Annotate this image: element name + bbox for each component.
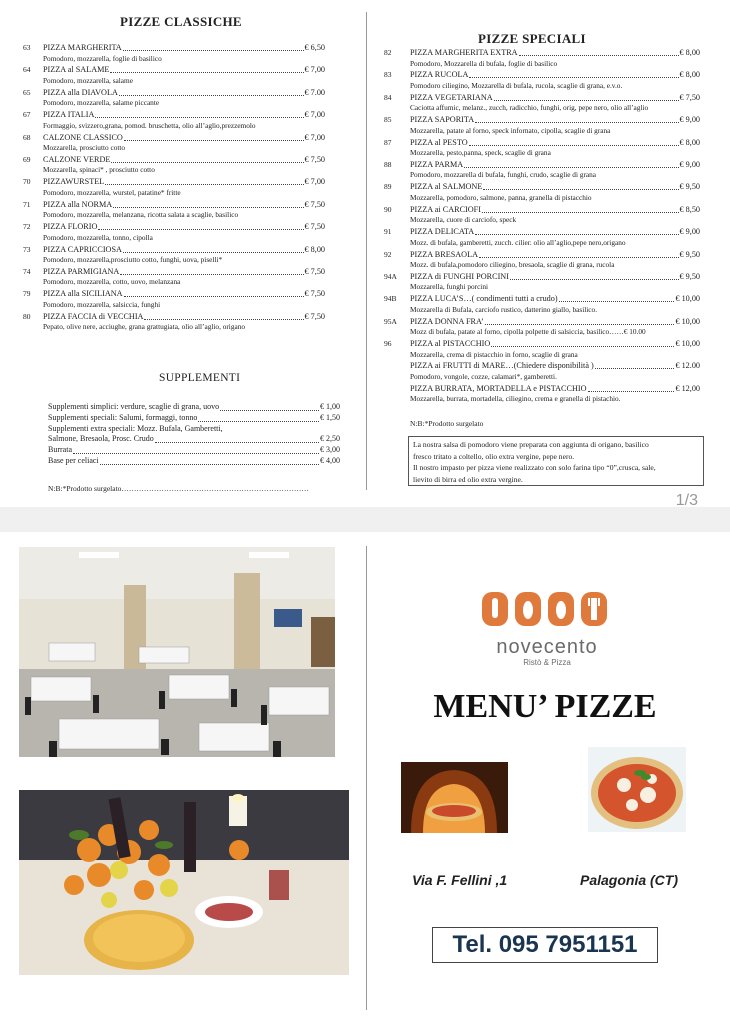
item-description: Mozz. di bufala,pomodoro ciliegino, bresaola, scaglie di grana, rucola (410, 260, 615, 270)
leader-dots (95, 110, 303, 118)
item-name: PIZZA FACCIA di VECCHIA (43, 311, 144, 321)
item-name: PIZZA ai FRUTTI di MARE…(Chiedere disponibilità ) (410, 361, 594, 371)
item-line (43, 267, 325, 277)
menu-item (23, 312, 327, 334)
item-price: € 12.00 (675, 361, 700, 371)
item-line (410, 205, 700, 215)
menu-item (23, 245, 327, 267)
supplement-row (48, 424, 340, 435)
item-price: € 8,00 (679, 48, 700, 57)
item-number: 69 (23, 154, 31, 164)
leader-dots (119, 88, 304, 96)
menu-item (384, 93, 702, 115)
item-name: PIZZA di FUNGHI PORCINI (410, 271, 509, 281)
supplement-text: Supplementi extra speciali: Mozz. Bufala, Gamberetti, (48, 423, 223, 433)
item-number: 71 (23, 199, 31, 209)
item-number: 74 (23, 266, 31, 276)
item-line (410, 361, 700, 371)
item-price: € 7,00 (304, 110, 325, 120)
item-price: € 7.00 (304, 87, 325, 97)
item-price: € 9,00 (679, 115, 700, 125)
item-name: PIZZA ITALIA (43, 110, 95, 120)
item-name: PIZZA SAPORITA (410, 115, 475, 125)
item-number: 70 (23, 177, 31, 187)
page-number: 1/3 (675, 492, 698, 509)
item-name: PIZZA al PISTACCHIO (410, 339, 491, 349)
item-description: Mozzarella, prosciutto cotto (43, 143, 126, 153)
menu-item (384, 205, 702, 227)
item-description: Pomodoro, vongole, cozze, calamari*, gamberetti. (410, 371, 557, 381)
item-number: 89 (384, 182, 392, 192)
item-description: Mozzarella, cuore di carciofo, speck (410, 215, 517, 225)
leader-dots (519, 48, 679, 56)
special-note: N:B:*Prodotto surgelato (410, 419, 484, 428)
item-price: € 12,00 (675, 383, 700, 393)
item-line (43, 222, 325, 232)
item-price: € 7,50 (304, 311, 325, 321)
item-name: PIZZA CAPRICCIOSA (43, 244, 122, 254)
item-line (410, 70, 700, 80)
menu-item (384, 227, 702, 249)
item-description: Mozzarella, patate al forno, speck infornato, cipolla, scaglie di grana (410, 125, 611, 135)
supplement-price: € 3,00 (320, 445, 340, 455)
item-number: 94A (384, 271, 397, 281)
item-name: PIZZA PARMIGIANA (43, 266, 120, 276)
item-line (410, 317, 700, 327)
leader-dots (98, 222, 303, 230)
item-price: € 6,50 (304, 43, 325, 52)
item-description: Pepato, olive nere, acciughe, grana grattugiata, olio all’aglio, origano (43, 322, 246, 332)
item-price: € 7,50 (304, 222, 325, 232)
item-name: PIZZA BRESAOLA (410, 249, 479, 259)
item-line (410, 384, 700, 394)
special-section-title: PIZZE SPECIALI (478, 31, 586, 46)
item-name: PIZZA LUCA’S…( condimenti tutti a crudo) (410, 294, 558, 304)
item-description: Mozzarella, pesto,panna, speck, scaglie di grana (410, 148, 551, 158)
leader-dots (588, 384, 675, 392)
menu-item (23, 289, 327, 311)
info-line: fresco tritato a coltello, olio extra vergine, pepe nero. (413, 451, 575, 461)
leader-dots (595, 361, 675, 369)
menu-item (384, 182, 702, 204)
item-number: 87 (384, 137, 392, 147)
item-description: Formaggio, svizzero,grana, pomod. bruschetta, olio all’aglio,prezzemolo (43, 120, 256, 130)
item-description: Pomodoro, mozzarella,prosciutto cotto, funghi, uova, piselli* (43, 255, 223, 265)
item-name: CALZONE CLASSICO (43, 132, 123, 142)
item-name: CALZONE VERDE (43, 154, 111, 164)
item-price: € 7,50 (679, 92, 700, 102)
leader-dots (123, 245, 304, 253)
item-number: 79 (23, 289, 31, 299)
item-number: 88 (384, 159, 392, 169)
item-name: PIZZA FLORIO (43, 222, 98, 232)
supplement-text: Base per celiaci (48, 455, 99, 465)
item-name: PIZZA alla SICILIANA (43, 289, 123, 299)
item-name: PIZZAWURSTEL (43, 177, 105, 187)
item-line (410, 339, 700, 349)
supplements-title: SUPPLEMENTI (159, 372, 241, 384)
item-description: Mozzarella, crema di pistacchio in forno, scaglie di grana (410, 349, 578, 359)
menu-item (384, 317, 702, 339)
item-line (410, 272, 700, 282)
item-description: Mozzarella di Bufala, carciofo rustico, datterino giallo, basilico. (410, 304, 598, 314)
item-description: Pomodoro, mozzarella, tonno, cipolla (43, 232, 153, 242)
item-name: PIZZA ai CARCIOFI (410, 204, 481, 214)
menu-item (384, 339, 702, 361)
leader-dots (485, 317, 675, 325)
item-line (43, 88, 325, 98)
item-number: 63 (23, 43, 31, 52)
item-line (43, 133, 325, 143)
menu-item (384, 250, 702, 272)
item-number: 67 (23, 110, 31, 120)
leader-dots (469, 138, 679, 146)
info-line: lievito di birra ed olio extra vergine. (413, 474, 523, 484)
phone-number[interactable]: Tel. 095 7951151 (432, 927, 658, 963)
item-description: Pomodoro, mozzarella, wurstel, patatine* fritte (43, 187, 181, 197)
supplements-note: N:B:*Prodotto surgelato………………………………………………………………… (48, 484, 309, 493)
leader-dots (482, 205, 679, 213)
leader-dots (475, 115, 678, 123)
menu-item (23, 133, 327, 155)
menu-page-1 (0, 0, 730, 507)
item-name: PIZZA DELICATA (410, 227, 475, 237)
leader-dots (144, 312, 303, 320)
item-line (410, 93, 700, 103)
menu-item (23, 222, 327, 244)
dining-room-photo (19, 547, 335, 757)
item-number: 95A (384, 316, 397, 326)
item-number: 73 (23, 244, 31, 254)
item-price: € 8,00 (679, 70, 700, 80)
item-name: PIZZA RUCOLA (410, 70, 469, 80)
item-name: PIZZA al PESTO (410, 137, 468, 147)
item-line (410, 294, 700, 304)
leader-dots (220, 402, 319, 411)
item-line (410, 182, 700, 192)
leader-dots (123, 43, 304, 51)
leader-dots (483, 182, 678, 190)
novecento-logo (472, 580, 622, 672)
supplement-text: Supplementi simplici: verdure, scaglie di grana, uovo (48, 402, 220, 411)
column-divider (366, 12, 367, 490)
leader-dots (464, 160, 678, 168)
item-number: 68 (23, 132, 31, 142)
item-line (43, 110, 325, 120)
item-name: PIZZA BURRATA, MORTADELLA e PISTACCHIO (410, 383, 587, 393)
leader-dots (479, 250, 679, 258)
item-description: Pomodoro, mozzarella, salame (43, 75, 133, 85)
supplement-row (48, 445, 340, 456)
menu-item (23, 177, 327, 199)
item-number: 96 (384, 339, 392, 349)
menu-item (384, 160, 702, 182)
item-number: 94B (384, 294, 397, 304)
menu-item (384, 70, 702, 92)
leader-dots (110, 65, 303, 73)
classic-pizza-list (23, 43, 327, 334)
item-price: € 8,50 (679, 204, 700, 214)
pizza-margherita-photo (588, 747, 686, 832)
item-line (410, 227, 700, 237)
item-price: € 10,00 (675, 294, 700, 304)
supplement-price: € 1,00 (320, 402, 340, 411)
item-description: Caciotta affumic, melanz., zucch, radicchio, funghi, orig, pepe nero, olio all’aglio (410, 103, 649, 113)
item-number: 80 (23, 311, 31, 321)
leader-dots (111, 155, 303, 163)
menu-item (23, 88, 327, 110)
brand-name: novecento (496, 636, 598, 658)
leader-dots (510, 272, 679, 280)
menu-item (23, 267, 327, 289)
leader-dots (113, 200, 303, 208)
item-price: € 9,50 (679, 182, 700, 192)
classic-section-title: PIZZE CLASSICHE (120, 14, 242, 29)
item-name: PIZZA al SALAME (43, 65, 110, 75)
item-number: 83 (384, 70, 392, 80)
special-pizza-list (384, 48, 702, 406)
item-price: € 9,00 (679, 159, 700, 169)
item-price: € 7,50 (304, 289, 325, 299)
item-description: Mozz. di bufala, gamberetti, zucch. ciliег. olio all’aglio,pepe nero,origano (410, 237, 626, 247)
leader-dots (124, 133, 304, 141)
item-number: 90 (384, 204, 392, 214)
supplement-text: Supplementi speciali: Salumi, formaggi, tonno (48, 412, 198, 422)
menu-item (384, 384, 702, 406)
item-price: € 7,00 (304, 65, 325, 75)
item-name: PIZZA al SALMONE (410, 182, 483, 192)
item-name: PIZZA alla DIAVOLA (43, 87, 118, 97)
item-description: Pomodoro, mozzarella, melanzana, ricotta salata a scaglie, basilico (43, 210, 239, 220)
item-description: Pomodoro, mozzarella, salsiccia, funghi (43, 299, 161, 309)
leader-dots (155, 434, 319, 443)
item-description: Pomodoro, mozzarella, foglie di basilico (43, 53, 162, 63)
item-name: PIZZA PARMA (410, 159, 464, 169)
item-name: PIZZA alla NORMA (43, 199, 113, 209)
item-price: € 7,00 (304, 132, 325, 142)
menu-item (23, 65, 327, 87)
leader-dots (491, 339, 674, 347)
supplement-row (48, 434, 340, 445)
item-description: Mozzarella, pomodoro, salmone, panna, granella di pistacchio (410, 192, 592, 202)
menu-item (384, 48, 702, 70)
item-price: € 9,50 (679, 249, 700, 259)
item-line (410, 115, 700, 125)
item-number: 91 (384, 227, 392, 237)
leader-dots (475, 227, 678, 235)
item-number: 64 (23, 65, 31, 75)
supplement-price: € 2,50 (320, 434, 340, 444)
item-price: € 9,00 (679, 227, 700, 237)
item-description: Mozzarella, funghi porcini (410, 282, 489, 292)
item-description: Mozz di bufala, patate al forno, cipolla polpette di salsiccia, basilico……€ 10.00 (410, 327, 646, 337)
supplement-row (48, 402, 340, 413)
leader-dots (124, 289, 304, 297)
item-line (43, 200, 325, 210)
item-price: € 7,50 (304, 266, 325, 276)
item-line (410, 250, 700, 260)
leader-dots (100, 456, 319, 465)
item-number: 92 (384, 249, 392, 259)
item-price: € 9,50 (679, 271, 700, 281)
item-number: 85 (384, 115, 392, 125)
item-line (43, 65, 325, 75)
menu-item (23, 200, 327, 222)
menu-item (23, 43, 327, 65)
item-line (410, 48, 700, 58)
menu-item (384, 272, 702, 294)
dough-info-box (408, 436, 704, 486)
item-name: PIZZA VEGETARIANA (410, 92, 493, 102)
item-description: Mozzarella, spinaci* , prosciutto cotto (43, 165, 155, 175)
supplement-text: Salmone, Bresaola, Prosc. Crudo (48, 434, 154, 444)
item-description: Mozzarella, burrata, mortadella, ciliegino, crema e granella di pistachio. (410, 394, 621, 404)
item-description: Pomodoro, Mozzarella di bufala, foglie di basilico (410, 58, 558, 68)
leader-dots (494, 93, 679, 101)
item-price: € 8,00 (679, 137, 700, 147)
supplement-text: Burrata (48, 445, 72, 455)
item-line (43, 312, 325, 322)
menu-title: MENU’ PIZZE (433, 688, 657, 725)
supplement-row (48, 456, 340, 467)
menu-item (384, 361, 702, 383)
address-street: Via F. Fellini ,1 (412, 872, 508, 888)
info-line: La nostra salsa di pomodoro viene preparata con aggiunta di origano, basilico (413, 440, 649, 449)
item-line (43, 289, 325, 299)
address-city: Palagonia (CT) (580, 872, 679, 888)
supplements-list (48, 402, 340, 467)
item-number: 84 (384, 92, 392, 102)
item-line (43, 43, 325, 53)
supplement-row (48, 413, 340, 424)
item-description: Pomodoro ciliegino, Mozzarella di bufala, rucola, scaglie di grana, e.v.o. (410, 80, 623, 90)
item-number: 65 (23, 87, 31, 97)
item-price: € 7,50 (304, 199, 325, 209)
item-line (43, 177, 325, 187)
menu-item (23, 155, 327, 177)
item-name: PIZZA MARGHERITA EXTRA (410, 48, 518, 57)
item-price: € 10,00 (675, 339, 700, 349)
item-line (410, 138, 700, 148)
item-line (43, 245, 325, 255)
item-number: 72 (23, 222, 31, 232)
menu-item (23, 110, 327, 132)
menu-item (384, 115, 702, 137)
item-description: Pomodoro, mozzarella, salame piccante (43, 98, 160, 108)
item-price: € 8,00 (304, 244, 325, 254)
item-description: Pomodoro, mozzarella, cotto, uovo, melanzana (43, 277, 181, 287)
item-name: PIZZA DONNA FRA’ (410, 316, 484, 326)
supplement-price: € 1,50 (320, 412, 340, 422)
supplement-price: € 4,00 (320, 455, 340, 465)
item-price: € 7,50 (304, 154, 325, 164)
cover-divider (366, 546, 367, 1010)
info-line: Il nostro impasto per pizza viene realizzato con solo farina tipo “0”,crusca, sale, (413, 463, 656, 472)
table-setting-photo (19, 790, 349, 975)
leader-dots (73, 445, 319, 454)
pizza-oven-photo (401, 762, 508, 833)
item-price: € 10,00 (675, 316, 700, 326)
item-description: Pomodoro, mozzarella di bufala, funghi, crudo, scaglie di grana (410, 170, 597, 180)
brand-tagline: Ristò & Pizza (523, 658, 571, 667)
item-number: 82 (384, 48, 392, 57)
menu-item (384, 138, 702, 160)
menu-item (384, 294, 702, 316)
leader-dots (469, 70, 678, 78)
item-price: € 7,00 (304, 177, 325, 187)
leader-dots (105, 177, 303, 185)
leader-dots (559, 294, 675, 302)
item-line (410, 160, 700, 170)
leader-dots (198, 413, 319, 422)
item-line (43, 155, 325, 165)
item-name: PIZZA MARGHERITA (43, 43, 122, 52)
leader-dots (120, 267, 303, 275)
